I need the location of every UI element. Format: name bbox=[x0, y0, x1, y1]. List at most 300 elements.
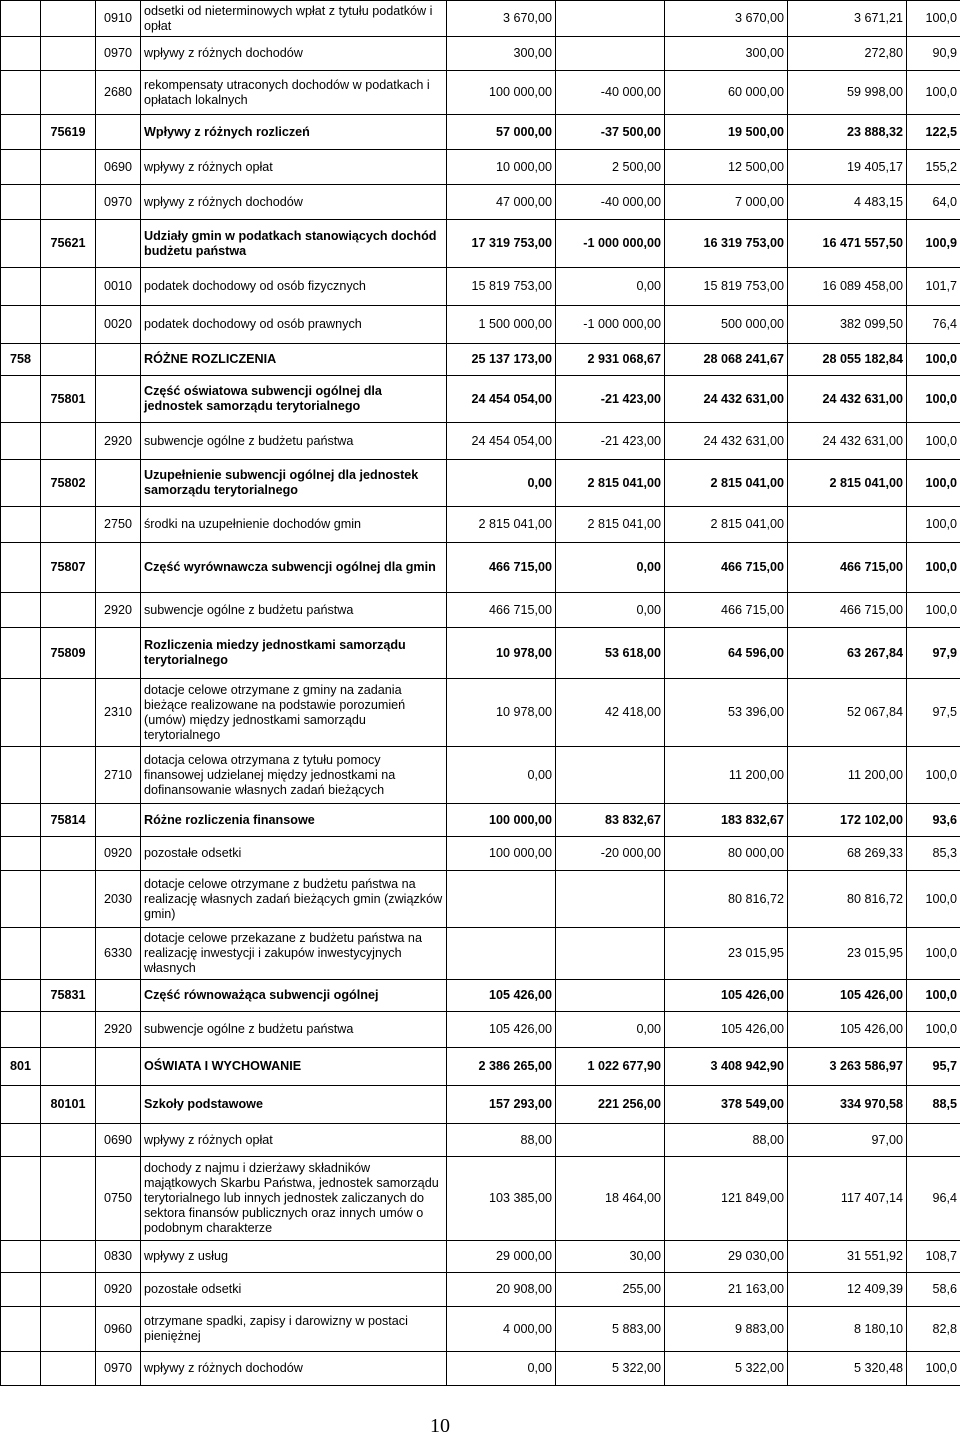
paragraph-code-cell: 0970 bbox=[96, 185, 141, 220]
plan-after-changes-cell: 2 815 041,00 bbox=[665, 460, 788, 507]
plan-after-changes-cell: 24 432 631,00 bbox=[665, 423, 788, 460]
description-cell: dochody z najmu i dzierżawy składników majątkowych Skarbu Państwa, jednostek samorządu terytorialnego lub innych jednostek zaliczanych do sektora finansów publicznych oraz innych umów o podobnym charakterze bbox=[141, 1157, 447, 1241]
change-amount-cell: -37 500,00 bbox=[556, 115, 665, 150]
change-amount-cell: -21 423,00 bbox=[556, 376, 665, 423]
plan-amount-cell: 25 137 173,00 bbox=[447, 344, 556, 376]
section-code-cell bbox=[1, 507, 41, 543]
section-code-cell bbox=[1, 1124, 41, 1157]
chapter-code-cell bbox=[41, 1352, 96, 1386]
table-row bbox=[1, 679, 960, 747]
change-amount-cell: 2 815 041,00 bbox=[556, 460, 665, 507]
chapter-code-cell bbox=[41, 37, 96, 71]
table-row bbox=[1, 928, 960, 980]
table-row bbox=[1, 747, 960, 804]
execution-percent-cell: 100,0 bbox=[907, 1, 960, 37]
execution-percent-cell: 100,0 bbox=[907, 507, 960, 543]
execution-amount-cell: 11 200,00 bbox=[788, 747, 907, 804]
description-cell: dotacje celowe otrzymane z budżetu państwa na realizację własnych zadań bieżących gmin (związków gmin) bbox=[141, 871, 447, 928]
change-amount-cell: -40 000,00 bbox=[556, 185, 665, 220]
change-amount-cell: -1 000 000,00 bbox=[556, 306, 665, 344]
execution-amount-cell: 105 426,00 bbox=[788, 1012, 907, 1048]
paragraph-code-cell bbox=[96, 804, 141, 837]
plan-amount-cell: 3 670,00 bbox=[447, 1, 556, 37]
plan-amount-cell: 0,00 bbox=[447, 747, 556, 804]
plan-amount-cell: 57 000,00 bbox=[447, 115, 556, 150]
execution-percent-cell: 100,0 bbox=[907, 71, 960, 115]
budget-table-body bbox=[1, 1, 960, 1386]
paragraph-code-cell bbox=[96, 460, 141, 507]
plan-amount-cell: 1 500 000,00 bbox=[447, 306, 556, 344]
execution-percent-cell: 85,3 bbox=[907, 837, 960, 871]
plan-amount-cell: 103 385,00 bbox=[447, 1157, 556, 1241]
section-code-cell bbox=[1, 115, 41, 150]
execution-amount-cell: 23 015,95 bbox=[788, 928, 907, 980]
description-cell: wpływy z różnych dochodów bbox=[141, 185, 447, 220]
paragraph-code-cell: 0690 bbox=[96, 150, 141, 185]
section-code-cell bbox=[1, 1307, 41, 1352]
execution-percent-cell: 82,8 bbox=[907, 1307, 960, 1352]
paragraph-code-cell: 0960 bbox=[96, 1307, 141, 1352]
plan-amount-cell: 157 293,00 bbox=[447, 1086, 556, 1124]
paragraph-code-cell: 0920 bbox=[96, 1273, 141, 1307]
table-row bbox=[1, 115, 960, 150]
chapter-code-cell bbox=[41, 423, 96, 460]
description-cell: rekompensaty utraconych dochodów w podatkach i opłatach lokalnych bbox=[141, 71, 447, 115]
section-code-cell bbox=[1, 871, 41, 928]
change-amount-cell: 2 500,00 bbox=[556, 150, 665, 185]
plan-after-changes-cell: 5 322,00 bbox=[665, 1352, 788, 1386]
section-code-cell bbox=[1, 37, 41, 71]
execution-percent-cell: 155,2 bbox=[907, 150, 960, 185]
paragraph-code-cell bbox=[96, 376, 141, 423]
table-row bbox=[1, 1012, 960, 1048]
execution-amount-cell: 23 888,32 bbox=[788, 115, 907, 150]
execution-amount-cell: 59 998,00 bbox=[788, 71, 907, 115]
chapter-code-cell bbox=[41, 1273, 96, 1307]
execution-percent-cell: 100,0 bbox=[907, 543, 960, 593]
chapter-code-cell bbox=[41, 185, 96, 220]
execution-percent-cell: 96,4 bbox=[907, 1157, 960, 1241]
table-row bbox=[1, 1048, 960, 1086]
description-cell: podatek dochodowy od osób prawnych bbox=[141, 306, 447, 344]
chapter-code-cell bbox=[41, 1012, 96, 1048]
execution-percent-cell: 88,5 bbox=[907, 1086, 960, 1124]
execution-percent-cell: 101,7 bbox=[907, 268, 960, 306]
plan-after-changes-cell: 64 596,00 bbox=[665, 628, 788, 679]
execution-amount-cell: 24 432 631,00 bbox=[788, 423, 907, 460]
plan-amount-cell: 15 819 753,00 bbox=[447, 268, 556, 306]
execution-percent-cell: 100,9 bbox=[907, 220, 960, 268]
paragraph-code-cell bbox=[96, 1048, 141, 1086]
chapter-code-cell: 75807 bbox=[41, 543, 96, 593]
table-row bbox=[1, 980, 960, 1012]
execution-percent-cell: 100,0 bbox=[907, 980, 960, 1012]
change-amount-cell: 2 815 041,00 bbox=[556, 507, 665, 543]
description-cell: Rozliczenia miedzy jednostkami samorządu terytorialnego bbox=[141, 628, 447, 679]
table-row bbox=[1, 1307, 960, 1352]
chapter-code-cell: 75802 bbox=[41, 460, 96, 507]
paragraph-code-cell: 0970 bbox=[96, 1352, 141, 1386]
plan-amount-cell: 0,00 bbox=[447, 460, 556, 507]
change-amount-cell: 2 931 068,67 bbox=[556, 344, 665, 376]
description-cell: Różne rozliczenia finansowe bbox=[141, 804, 447, 837]
chapter-code-cell: 75831 bbox=[41, 980, 96, 1012]
plan-after-changes-cell: 80 816,72 bbox=[665, 871, 788, 928]
change-amount-cell bbox=[556, 1, 665, 37]
chapter-code-cell bbox=[41, 344, 96, 376]
execution-amount-cell bbox=[788, 507, 907, 543]
section-code-cell bbox=[1, 804, 41, 837]
change-amount-cell: 5 883,00 bbox=[556, 1307, 665, 1352]
chapter-code-cell: 75619 bbox=[41, 115, 96, 150]
plan-amount-cell: 100 000,00 bbox=[447, 804, 556, 837]
section-code-cell bbox=[1, 1, 41, 37]
execution-amount-cell: 117 407,14 bbox=[788, 1157, 907, 1241]
paragraph-code-cell: 0920 bbox=[96, 837, 141, 871]
paragraph-code-cell: 2920 bbox=[96, 593, 141, 628]
plan-after-changes-cell: 378 549,00 bbox=[665, 1086, 788, 1124]
description-cell: OŚWIATA I WYCHOWANIE bbox=[141, 1048, 447, 1086]
paragraph-code-cell: 2710 bbox=[96, 747, 141, 804]
change-amount-cell: 0,00 bbox=[556, 268, 665, 306]
section-code-cell bbox=[1, 1157, 41, 1241]
description-cell: Uzupełnienie subwencji ogólnej dla jednostek samorządu terytorialnego bbox=[141, 460, 447, 507]
plan-after-changes-cell: 80 000,00 bbox=[665, 837, 788, 871]
description-cell: subwencje ogólne z budżetu państwa bbox=[141, 1012, 447, 1048]
description-cell: dotacje celowe otrzymane z gminy na zadania bieżące realizowane na podstawie porozumień (umów) między jednostkami samorządu terytorialnego bbox=[141, 679, 447, 747]
change-amount-cell: 18 464,00 bbox=[556, 1157, 665, 1241]
description-cell: wpływy z różnych dochodów bbox=[141, 1352, 447, 1386]
execution-amount-cell: 382 099,50 bbox=[788, 306, 907, 344]
section-code-cell bbox=[1, 747, 41, 804]
chapter-code-cell bbox=[41, 1, 96, 37]
description-cell: Udziały gmin w podatkach stanowiących dochód budżetu państwa bbox=[141, 220, 447, 268]
chapter-code-cell bbox=[41, 1124, 96, 1157]
plan-amount-cell: 2 386 265,00 bbox=[447, 1048, 556, 1086]
paragraph-code-cell bbox=[96, 628, 141, 679]
plan-amount-cell: 100 000,00 bbox=[447, 71, 556, 115]
execution-amount-cell: 5 320,48 bbox=[788, 1352, 907, 1386]
change-amount-cell: 0,00 bbox=[556, 1012, 665, 1048]
plan-after-changes-cell: 28 068 241,67 bbox=[665, 344, 788, 376]
plan-amount-cell: 29 000,00 bbox=[447, 1241, 556, 1273]
paragraph-code-cell bbox=[96, 220, 141, 268]
section-code-cell bbox=[1, 1273, 41, 1307]
section-code-cell bbox=[1, 423, 41, 460]
table-row bbox=[1, 871, 960, 928]
description-cell: Szkoły podstawowe bbox=[141, 1086, 447, 1124]
section-code-cell bbox=[1, 837, 41, 871]
plan-after-changes-cell: 29 030,00 bbox=[665, 1241, 788, 1273]
chapter-code-cell bbox=[41, 679, 96, 747]
change-amount-cell bbox=[556, 871, 665, 928]
section-code-cell: 758 bbox=[1, 344, 41, 376]
chapter-code-cell bbox=[41, 306, 96, 344]
chapter-code-cell bbox=[41, 71, 96, 115]
change-amount-cell bbox=[556, 747, 665, 804]
paragraph-code-cell bbox=[96, 115, 141, 150]
change-amount-cell: 83 832,67 bbox=[556, 804, 665, 837]
plan-amount-cell: 88,00 bbox=[447, 1124, 556, 1157]
table-row bbox=[1, 185, 960, 220]
change-amount-cell: 1 022 677,90 bbox=[556, 1048, 665, 1086]
execution-amount-cell: 466 715,00 bbox=[788, 593, 907, 628]
plan-after-changes-cell: 88,00 bbox=[665, 1124, 788, 1157]
table-row bbox=[1, 423, 960, 460]
execution-amount-cell: 19 405,17 bbox=[788, 150, 907, 185]
description-cell: środki na uzupełnienie dochodów gmin bbox=[141, 507, 447, 543]
plan-amount-cell: 10 978,00 bbox=[447, 628, 556, 679]
plan-after-changes-cell: 23 015,95 bbox=[665, 928, 788, 980]
section-code-cell bbox=[1, 1352, 41, 1386]
chapter-code-cell bbox=[41, 1307, 96, 1352]
section-code-cell bbox=[1, 376, 41, 423]
description-cell: podatek dochodowy od osób fizycznych bbox=[141, 268, 447, 306]
section-code-cell bbox=[1, 1241, 41, 1273]
description-cell: otrzymane spadki, zapisy i darowizny w postaci pieniężnej bbox=[141, 1307, 447, 1352]
description-cell: pozostałe odsetki bbox=[141, 837, 447, 871]
execution-amount-cell: 24 432 631,00 bbox=[788, 376, 907, 423]
execution-percent-cell: 100,0 bbox=[907, 376, 960, 423]
plan-after-changes-cell: 466 715,00 bbox=[665, 593, 788, 628]
execution-percent-cell: 100,0 bbox=[907, 460, 960, 507]
plan-after-changes-cell: 11 200,00 bbox=[665, 747, 788, 804]
description-cell: wpływy z usług bbox=[141, 1241, 447, 1273]
plan-amount-cell: 24 454 054,00 bbox=[447, 423, 556, 460]
plan-amount-cell bbox=[447, 871, 556, 928]
section-code-cell bbox=[1, 928, 41, 980]
table-row bbox=[1, 1, 960, 37]
table-row bbox=[1, 837, 960, 871]
table-row bbox=[1, 1157, 960, 1241]
paragraph-code-cell bbox=[96, 344, 141, 376]
execution-percent-cell: 100,0 bbox=[907, 344, 960, 376]
plan-after-changes-cell: 7 000,00 bbox=[665, 185, 788, 220]
section-code-cell: 801 bbox=[1, 1048, 41, 1086]
description-cell: RÓŻNE ROZLICZENIA bbox=[141, 344, 447, 376]
table-row bbox=[1, 268, 960, 306]
change-amount-cell: -21 423,00 bbox=[556, 423, 665, 460]
plan-after-changes-cell: 105 426,00 bbox=[665, 1012, 788, 1048]
change-amount-cell bbox=[556, 1124, 665, 1157]
plan-after-changes-cell: 183 832,67 bbox=[665, 804, 788, 837]
plan-after-changes-cell: 300,00 bbox=[665, 37, 788, 71]
table-row bbox=[1, 1124, 960, 1157]
plan-after-changes-cell: 60 000,00 bbox=[665, 71, 788, 115]
paragraph-code-cell: 6330 bbox=[96, 928, 141, 980]
execution-percent-cell: 64,0 bbox=[907, 185, 960, 220]
table-row bbox=[1, 220, 960, 268]
plan-amount-cell: 2 815 041,00 bbox=[447, 507, 556, 543]
plan-amount-cell: 47 000,00 bbox=[447, 185, 556, 220]
execution-percent-cell: 100,0 bbox=[907, 1012, 960, 1048]
section-code-cell bbox=[1, 460, 41, 507]
plan-after-changes-cell: 9 883,00 bbox=[665, 1307, 788, 1352]
plan-amount-cell: 24 454 054,00 bbox=[447, 376, 556, 423]
plan-after-changes-cell: 21 163,00 bbox=[665, 1273, 788, 1307]
change-amount-cell: 53 618,00 bbox=[556, 628, 665, 679]
execution-amount-cell: 2 815 041,00 bbox=[788, 460, 907, 507]
change-amount-cell bbox=[556, 980, 665, 1012]
change-amount-cell: 255,00 bbox=[556, 1273, 665, 1307]
description-cell: Część równoważąca subwencji ogólnej bbox=[141, 980, 447, 1012]
execution-percent-cell: 58,6 bbox=[907, 1273, 960, 1307]
execution-amount-cell: 4 483,15 bbox=[788, 185, 907, 220]
change-amount-cell: 30,00 bbox=[556, 1241, 665, 1273]
table-row bbox=[1, 71, 960, 115]
execution-amount-cell: 466 715,00 bbox=[788, 543, 907, 593]
plan-after-changes-cell: 19 500,00 bbox=[665, 115, 788, 150]
description-cell: Część oświatowa subwencji ogólnej dla jednostek samorządu terytorialnego bbox=[141, 376, 447, 423]
change-amount-cell: 42 418,00 bbox=[556, 679, 665, 747]
chapter-code-cell bbox=[41, 1157, 96, 1241]
execution-amount-cell: 3 263 586,97 bbox=[788, 1048, 907, 1086]
chapter-code-cell bbox=[41, 593, 96, 628]
chapter-code-cell bbox=[41, 1048, 96, 1086]
plan-amount-cell: 300,00 bbox=[447, 37, 556, 71]
page-number: 10 bbox=[430, 1415, 450, 1437]
section-code-cell bbox=[1, 1086, 41, 1124]
table-row bbox=[1, 1241, 960, 1273]
plan-amount-cell: 105 426,00 bbox=[447, 980, 556, 1012]
execution-amount-cell: 63 267,84 bbox=[788, 628, 907, 679]
plan-after-changes-cell: 2 815 041,00 bbox=[665, 507, 788, 543]
plan-after-changes-cell: 53 396,00 bbox=[665, 679, 788, 747]
execution-percent-cell: 97,5 bbox=[907, 679, 960, 747]
description-cell: subwencje ogólne z budżetu państwa bbox=[141, 423, 447, 460]
paragraph-code-cell: 2680 bbox=[96, 71, 141, 115]
paragraph-code-cell bbox=[96, 1086, 141, 1124]
paragraph-code-cell: 2920 bbox=[96, 1012, 141, 1048]
plan-amount-cell: 466 715,00 bbox=[447, 543, 556, 593]
paragraph-code-cell: 2920 bbox=[96, 423, 141, 460]
execution-percent-cell: 100,0 bbox=[907, 1352, 960, 1386]
section-code-cell bbox=[1, 980, 41, 1012]
execution-amount-cell: 80 816,72 bbox=[788, 871, 907, 928]
table-row bbox=[1, 1352, 960, 1386]
table-row bbox=[1, 507, 960, 543]
description-cell: dotacja celowa otrzymana z tytułu pomocy finansowej udzielanej między jednostkami na dofinansowanie własnych zadań bieżących bbox=[141, 747, 447, 804]
change-amount-cell: -1 000 000,00 bbox=[556, 220, 665, 268]
execution-percent-cell: 90,9 bbox=[907, 37, 960, 71]
table-row bbox=[1, 37, 960, 71]
paragraph-code-cell: 0970 bbox=[96, 37, 141, 71]
section-code-cell bbox=[1, 1012, 41, 1048]
execution-percent-cell: 93,6 bbox=[907, 804, 960, 837]
execution-percent-cell: 100,0 bbox=[907, 593, 960, 628]
plan-after-changes-cell: 466 715,00 bbox=[665, 543, 788, 593]
change-amount-cell: 0,00 bbox=[556, 593, 665, 628]
change-amount-cell: 0,00 bbox=[556, 543, 665, 593]
section-code-cell bbox=[1, 593, 41, 628]
execution-amount-cell: 16 089 458,00 bbox=[788, 268, 907, 306]
execution-percent-cell: 122,5 bbox=[907, 115, 960, 150]
description-cell: odsetki od nieterminowych wpłat z tytułu podatków i opłat bbox=[141, 1, 447, 37]
plan-amount-cell: 0,00 bbox=[447, 1352, 556, 1386]
chapter-code-cell: 75801 bbox=[41, 376, 96, 423]
chapter-code-cell: 80101 bbox=[41, 1086, 96, 1124]
execution-amount-cell: 52 067,84 bbox=[788, 679, 907, 747]
chapter-code-cell bbox=[41, 150, 96, 185]
execution-amount-cell: 172 102,00 bbox=[788, 804, 907, 837]
plan-after-changes-cell: 500 000,00 bbox=[665, 306, 788, 344]
table-row bbox=[1, 460, 960, 507]
plan-after-changes-cell: 105 426,00 bbox=[665, 980, 788, 1012]
section-code-cell bbox=[1, 71, 41, 115]
plan-after-changes-cell: 24 432 631,00 bbox=[665, 376, 788, 423]
change-amount-cell: 5 322,00 bbox=[556, 1352, 665, 1386]
plan-amount-cell: 466 715,00 bbox=[447, 593, 556, 628]
table-row bbox=[1, 543, 960, 593]
execution-percent-cell: 100,0 bbox=[907, 747, 960, 804]
plan-after-changes-cell: 3 408 942,90 bbox=[665, 1048, 788, 1086]
change-amount-cell bbox=[556, 37, 665, 71]
description-cell: dotacje celowe przekazane z budżetu państwa na realizację inwestycji i zakupów inwestycyjnych własnych bbox=[141, 928, 447, 980]
chapter-code-cell bbox=[41, 268, 96, 306]
description-cell: wpływy z różnych opłat bbox=[141, 150, 447, 185]
paragraph-code-cell: 0830 bbox=[96, 1241, 141, 1273]
section-code-cell bbox=[1, 679, 41, 747]
paragraph-code-cell bbox=[96, 543, 141, 593]
execution-amount-cell: 31 551,92 bbox=[788, 1241, 907, 1273]
execution-amount-cell: 97,00 bbox=[788, 1124, 907, 1157]
paragraph-code-cell: 0910 bbox=[96, 1, 141, 37]
section-code-cell bbox=[1, 185, 41, 220]
table-row bbox=[1, 376, 960, 423]
paragraph-code-cell bbox=[96, 980, 141, 1012]
description-cell: Część wyrównawcza subwencji ogólnej dla gmin bbox=[141, 543, 447, 593]
paragraph-code-cell: 2750 bbox=[96, 507, 141, 543]
change-amount-cell bbox=[556, 928, 665, 980]
plan-amount-cell: 17 319 753,00 bbox=[447, 220, 556, 268]
chapter-code-cell bbox=[41, 1241, 96, 1273]
table-row bbox=[1, 1086, 960, 1124]
paragraph-code-cell: 0750 bbox=[96, 1157, 141, 1241]
chapter-code-cell bbox=[41, 507, 96, 543]
paragraph-code-cell: 0020 bbox=[96, 306, 141, 344]
plan-amount-cell: 10 000,00 bbox=[447, 150, 556, 185]
description-cell: Wpływy z różnych rozliczeń bbox=[141, 115, 447, 150]
plan-amount-cell bbox=[447, 928, 556, 980]
execution-amount-cell: 28 055 182,84 bbox=[788, 344, 907, 376]
table-row bbox=[1, 804, 960, 837]
section-code-cell bbox=[1, 220, 41, 268]
execution-percent-cell: 100,0 bbox=[907, 423, 960, 460]
section-code-cell bbox=[1, 306, 41, 344]
execution-percent-cell: 108,7 bbox=[907, 1241, 960, 1273]
section-code-cell bbox=[1, 268, 41, 306]
change-amount-cell: -20 000,00 bbox=[556, 837, 665, 871]
description-cell: subwencje ogólne z budżetu państwa bbox=[141, 593, 447, 628]
execution-amount-cell: 8 180,10 bbox=[788, 1307, 907, 1352]
table-row bbox=[1, 628, 960, 679]
execution-percent-cell bbox=[907, 1124, 960, 1157]
plan-amount-cell: 4 000,00 bbox=[447, 1307, 556, 1352]
execution-amount-cell: 68 269,33 bbox=[788, 837, 907, 871]
chapter-code-cell bbox=[41, 928, 96, 980]
execution-amount-cell: 12 409,39 bbox=[788, 1273, 907, 1307]
paragraph-code-cell: 0010 bbox=[96, 268, 141, 306]
execution-percent-cell: 100,0 bbox=[907, 928, 960, 980]
plan-after-changes-cell: 12 500,00 bbox=[665, 150, 788, 185]
plan-after-changes-cell: 3 670,00 bbox=[665, 1, 788, 37]
chapter-code-cell: 75809 bbox=[41, 628, 96, 679]
table-row bbox=[1, 593, 960, 628]
change-amount-cell: 221 256,00 bbox=[556, 1086, 665, 1124]
description-cell: wpływy z różnych dochodów bbox=[141, 37, 447, 71]
table-row bbox=[1, 1273, 960, 1307]
chapter-code-cell: 75814 bbox=[41, 804, 96, 837]
